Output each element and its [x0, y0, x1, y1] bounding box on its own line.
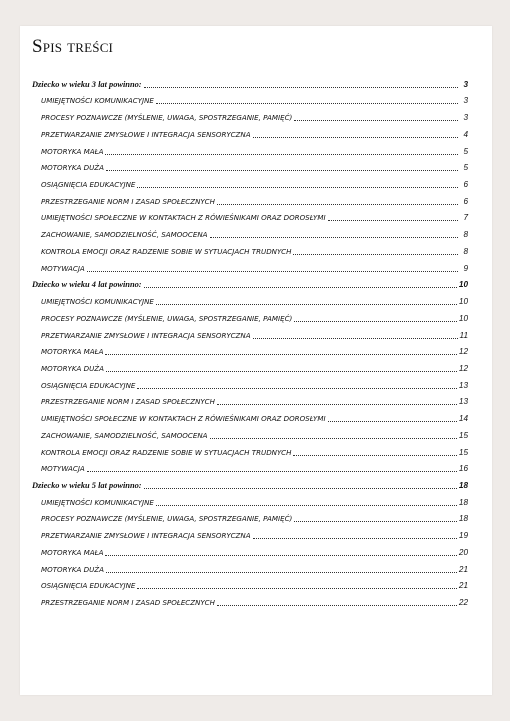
page-title: Spis treści [32, 36, 114, 57]
dot-leader [217, 604, 457, 606]
toc-entry-label: OSIĄGNIĘCIA EDUKACYJNE [41, 180, 136, 190]
dot-leader [106, 169, 458, 171]
toc-entry-row[interactable] [20, 106, 492, 123]
dot-leader [106, 370, 457, 372]
toc-entry-label: MOTORYKA DUŻA [41, 163, 105, 173]
toc-entry-label: ZACHOWANIE, SAMODZIELNOŚĆ, SAMOOCENA [41, 430, 208, 440]
toc-page-number: 11 [459, 330, 468, 340]
toc-entry-row[interactable] [20, 90, 492, 107]
dot-leader [217, 203, 458, 205]
toc-entry-row[interactable] [20, 257, 492, 274]
toc-entry-row[interactable] [20, 458, 492, 475]
toc-entry-label: MOTYWACJA [41, 263, 85, 273]
toc-entry-label: UMIEJĘTNOŚCI SPOŁECZNE W KONTAKTACH Z RÓWIEŚNIKAMI ORAZ DOROSŁYMI [41, 414, 326, 424]
toc-entry-label: Dziecko w wieku 5 lat powinno: [32, 480, 142, 490]
toc-page-number: 10 [458, 280, 468, 290]
toc-page-number: 10 [458, 313, 468, 323]
toc-entry-label: UMIEJĘTNOŚCI KOMUNIKACYJNE [41, 96, 154, 106]
toc-entry-row[interactable] [20, 123, 492, 140]
dot-leader [293, 454, 456, 456]
dot-leader [328, 219, 458, 221]
toc-entry-label: PROCESY POZNAWCZE (MYŚLENIE, UWAGA, SPOSTRZEGANIE, PAMIĘĆ) [41, 113, 293, 123]
toc-page-number: 18 [458, 514, 468, 524]
toc-entry-row[interactable] [20, 391, 492, 408]
toc-page-number: 21 [458, 581, 468, 591]
dot-leader [144, 86, 458, 88]
toc-entry-label: UMIEJĘTNOŚCI KOMUNIKACYJNE [41, 297, 154, 307]
toc-page-number: 22 [458, 598, 468, 607]
dot-leader [137, 387, 457, 389]
toc-entry-row[interactable] [20, 324, 492, 341]
toc-entry-row[interactable] [20, 341, 492, 358]
dot-leader [105, 554, 456, 556]
dot-leader [253, 537, 457, 539]
dot-leader [156, 303, 457, 305]
toc-entry-row[interactable] [20, 374, 492, 391]
dot-leader [293, 253, 458, 255]
toc-entry-label: MOTORYKA MAŁA [41, 146, 104, 156]
toc-page-number: 16 [458, 464, 468, 474]
toc-entry-label: MOTORYKA DUŻA [41, 564, 105, 574]
table-of-contents [20, 73, 492, 608]
toc-entry-label: PROCESY POZNAWCZE (MYŚLENIE, UWAGA, SPOSTRZEGANIE, PAMIĘĆ) [41, 313, 293, 323]
toc-page-number: 10 [458, 297, 468, 307]
toc-entry-row[interactable] [20, 508, 492, 525]
toc-entry-label: PRZETWARZANIE ZMYSŁOWE I INTEGRACJA SENSORYCZNA [41, 330, 251, 340]
toc-entry-row[interactable] [20, 157, 492, 174]
toc-entry-label: MOTYWACJA [41, 464, 85, 474]
toc-entry-row[interactable] [20, 424, 492, 441]
toc-section-row[interactable] [20, 73, 492, 90]
toc-page-number: 18 [458, 480, 468, 490]
toc-entry-label: UMIEJĘTNOŚCI KOMUNIKACYJNE [41, 497, 154, 507]
document-page [20, 26, 492, 695]
dot-leader [294, 119, 458, 121]
toc-page-number: 19 [458, 531, 468, 541]
dot-leader [328, 420, 457, 422]
toc-entry-row[interactable] [20, 407, 492, 424]
dot-leader [105, 153, 458, 155]
toc-page-number: 7 [463, 213, 468, 223]
toc-entry-row[interactable] [20, 575, 492, 592]
toc-page-number: 5 [463, 146, 468, 156]
toc-page-number: 15 [458, 447, 468, 457]
toc-page-number: 12 [458, 363, 468, 373]
toc-entry-row[interactable] [20, 307, 492, 324]
toc-entry-label: OSIĄGNIĘCIA EDUKACYJNE [41, 380, 136, 390]
toc-page-number: 18 [458, 497, 468, 507]
dot-leader [137, 587, 457, 589]
toc-entry-row[interactable] [20, 541, 492, 558]
toc-page-number: 3 [463, 96, 468, 106]
dot-leader [217, 403, 457, 405]
toc-page-number: 3 [463, 79, 468, 89]
toc-entry-label: PRZETWARZANIE ZMYSŁOWE I INTEGRACJA SENSORYCZNA [41, 129, 251, 139]
dot-leader [294, 320, 457, 322]
toc-entry-row[interactable] [20, 441, 492, 458]
toc-entry-row[interactable] [20, 207, 492, 224]
toc-entry-label: Dziecko w wieku 4 lat powinno: [32, 280, 142, 290]
toc-page-number: 13 [458, 397, 468, 407]
dot-leader [144, 487, 457, 489]
toc-entry-row[interactable] [20, 357, 492, 374]
toc-entry-label: PRZETWARZANIE ZMYSŁOWE I INTEGRACJA SENSORYCZNA [41, 531, 251, 541]
toc-entry-row[interactable] [20, 558, 492, 575]
toc-entry-row[interactable] [20, 173, 492, 190]
toc-entry-label: PRZESTRZEGANIE NORM I ZASAD SPOŁECZNYCH [41, 598, 215, 607]
toc-entry-label: OSIĄGNIĘCIA EDUKACYJNE [41, 581, 136, 591]
toc-entry-label: PROCESY POZNAWCZE (MYŚLENIE, UWAGA, SPOSTRZEGANIE, PAMIĘĆ) [41, 514, 293, 524]
toc-entry-row[interactable] [20, 491, 492, 508]
toc-entry-row[interactable] [20, 591, 492, 608]
toc-page-number: 21 [458, 564, 468, 574]
toc-entry-label: UMIEJĘTNOŚCI SPOŁECZNE W KONTAKTACH Z RÓWIEŚNIKAMI ORAZ DOROSŁYMI [41, 213, 326, 223]
toc-page-number: 8 [463, 246, 468, 256]
toc-entry-label: PRZESTRZEGANIE NORM I ZASAD SPOŁECZNYCH [41, 196, 215, 206]
toc-entry-label: KONTROLA EMOCJI ORAZ RADZENIE SOBIE W SYTUACJACH TRUDNYCH [41, 447, 292, 457]
toc-section-row[interactable] [20, 474, 492, 491]
dot-leader [253, 136, 458, 138]
toc-page-number: 6 [463, 196, 468, 206]
dot-leader [106, 571, 457, 573]
toc-entry-label: Dziecko w wieku 3 lat powinno: [32, 79, 142, 89]
dot-leader [156, 102, 458, 104]
toc-page-number: 12 [458, 347, 468, 357]
toc-entry-label: PRZESTRZEGANIE NORM I ZASAD SPOŁECZNYCH [41, 397, 215, 407]
toc-page-number: 15 [458, 430, 468, 440]
toc-page-number: 9 [463, 263, 468, 273]
toc-page-number: 13 [458, 380, 468, 390]
toc-entry-label: MOTORYKA MAŁA [41, 347, 104, 357]
dot-leader [144, 286, 457, 288]
dot-leader [253, 337, 458, 339]
dot-leader [210, 236, 459, 238]
toc-entry-row[interactable] [20, 290, 492, 307]
toc-entry-row[interactable] [20, 190, 492, 207]
toc-page-number: 5 [463, 163, 468, 173]
toc-page-number: 14 [458, 414, 468, 424]
toc-entry-row[interactable] [20, 140, 492, 157]
toc-entry-label: MOTORYKA MAŁA [41, 547, 104, 557]
toc-entry-row[interactable] [20, 240, 492, 257]
dot-leader [294, 520, 457, 522]
dot-leader [137, 186, 458, 188]
toc-page-number: 4 [463, 129, 468, 139]
toc-page-number: 6 [463, 180, 468, 190]
dot-leader [87, 270, 458, 272]
dot-leader [87, 470, 457, 472]
toc-section-row[interactable] [20, 274, 492, 291]
toc-page-number: 3 [463, 113, 468, 123]
toc-entry-label: MOTORYKA DUŻA [41, 363, 105, 373]
toc-entry-label: ZACHOWANIE, SAMODZIELNOŚĆ, SAMOOCENA [41, 230, 208, 240]
toc-entry-label: KONTROLA EMOCJI ORAZ RADZENIE SOBIE W SYTUACJACH TRUDNYCH [41, 246, 292, 256]
toc-page-number: 20 [458, 547, 468, 557]
toc-page-number: 8 [463, 230, 468, 240]
dot-leader [105, 353, 456, 355]
toc-entry-row[interactable] [20, 223, 492, 240]
dot-leader [156, 504, 457, 506]
toc-entry-row[interactable] [20, 524, 492, 541]
dot-leader [210, 437, 457, 439]
